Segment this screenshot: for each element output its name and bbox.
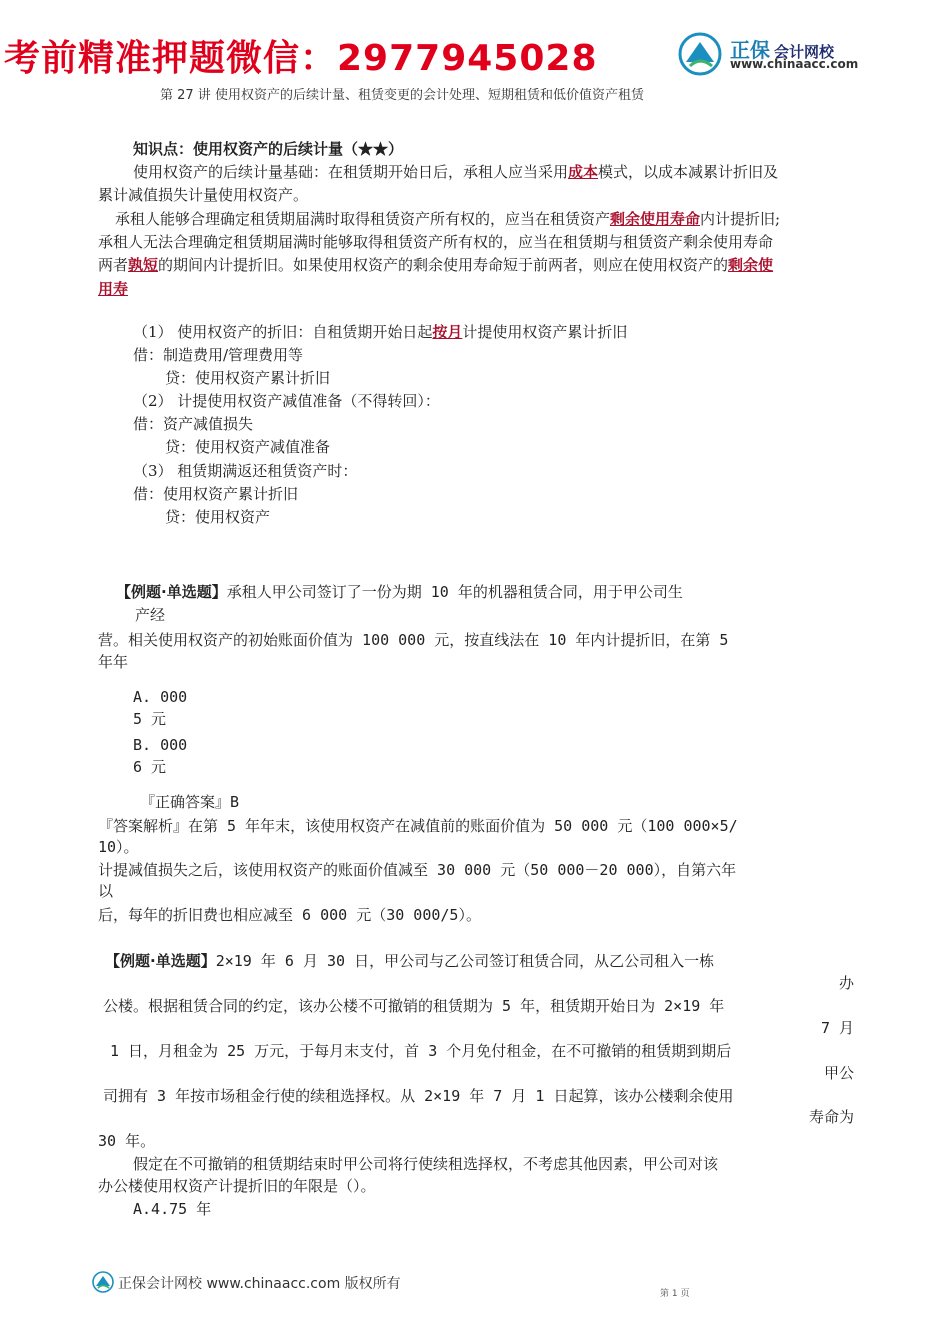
keyword-highlight: 剩余使 [728,256,774,274]
debit-line: 借：资产减值损失 [133,415,254,433]
page-title: 第 27 讲 使用权资产的后续计量、租赁变更的会计处理、短期租赁和低价值资产租赁 [160,88,644,103]
option-a[interactable]: A. 000 [133,688,188,706]
keyword-highlight: 剩余使用寿命 [610,210,701,228]
brand-logo-icon [678,32,722,76]
option-b[interactable]: B. 000 [133,736,188,754]
example-tag: 【例题·单选题】 [105,952,216,970]
example-question: 30 年。 [98,1132,156,1150]
example-question: 甲公 [823,1064,854,1082]
example-question: 【例题·单选题】承租人甲公司签订了一份为期 10 年的机器租赁合同，用于甲公司生 [116,583,683,601]
promo-banner: 考前精准押题微信：2977945028 [4,38,598,79]
answer-analysis: 计提减值损失之后，该使用权资产的账面价值减至 30 000 元（50 000－20 000），自第六年 [98,861,737,879]
brand-logo[interactable] [678,30,878,80]
example-question: 办公楼使用权资产计提折旧的年限是（）。 [98,1177,376,1195]
example-tag: 【例题·单选题】 [116,583,227,601]
answer-analysis: 以 [98,882,114,900]
page-number: 第 1 页 [660,1289,690,1299]
credit-line: 贷：使用权资产减值准备 [165,438,331,456]
paragraph-line: 累计减值损失计量使用权资产。 [98,186,309,204]
paragraph-line: 承租人无法合理确定租赁期届满时能够取得租赁资产所有权的，应当在租赁期与租赁资产剩余使用寿命 [98,233,774,251]
entry-heading: （1） 使用权资产的折旧：自租赁期开始日起按月计提使用权资产累计折旧 [133,323,628,341]
example-question: 【例题·单选题】2×19 年 6 月 30 日，甲公司与乙公司签订租赁合同，从乙公司租入一栋 [105,952,715,970]
paragraph-line: 承租人能够合理确定租赁期届满时取得租赁资产所有权的，应当在租赁资产剩余使用寿命内计提折旧; [115,210,781,228]
paragraph-line: 使用权资产的后续计量基础：在租赁期开始日后，承租人应当采用成本模式，以成本减累计折旧及 [133,163,779,181]
keyword-highlight: 按月 [432,323,463,341]
example-question: 1 日，月租金为 25 万元，于每月末支付，首 3 个月免付租金，在不可撤销的租赁期到期后 [110,1042,732,1060]
example-question: 7 月 [820,1019,854,1037]
debit-line: 借：使用权资产累计折旧 [133,485,299,503]
debit-line: 借：制造费用/管理费用等 [133,346,304,364]
brand-url: www.chinaacc.com [730,57,859,71]
example-question: 年年 [98,653,129,671]
entry-heading: （3） 租赁期满返还租赁资产时： [133,462,358,480]
keyword-highlight: 用寿 [98,280,129,298]
option-a[interactable]: 5 元 [133,710,167,728]
brand-name: 正保 会计网校 [730,38,835,62]
entry-heading: （2） 计提使用权资产减值准备（不得转回）： [133,392,440,410]
option-a[interactable]: A.4.75 年 [133,1200,212,1218]
footer-copyright: 正保会计网校 www.chinaacc.com 版权所有 [118,1276,401,1292]
paragraph-line: 两者孰短的期间内计提折旧。如果使用权资产的剩余使用寿命短于前两者，则应在使用权资产的剩余使 [98,256,774,274]
keyword-highlight: 孰短 [128,256,159,274]
example-question: 产经 [135,606,166,624]
example-question: 营。相关使用权资产的初始账面价值为 100 000 元，按直线法在 10 年内计提折旧，在第 5 [98,631,729,649]
footer-logo-icon [92,1271,114,1293]
credit-line: 贷：使用权资产 [165,508,271,526]
correct-answer: 『正确答案』B [140,793,240,811]
paragraph-line [98,278,128,301]
answer-analysis: 后，每年的折旧费也相应减至 6 000 元（30 000/5）。 [98,906,481,924]
keyword-highlight: 成本 [568,163,599,181]
credit-line: 贷：使用权资产累计折旧 [165,369,331,387]
example-question: 公楼。根据租赁合同的约定，该办公楼不可撤销的租赁期为 5 年，租赁期开始日为 2×19 年 [103,997,725,1015]
example-question: 假定在不可撤销的租赁期结束时甲公司将行使续租选择权，不考虑其他因素，甲公司对该 [133,1155,719,1173]
example-question: 司拥有 3 年按市场租金行使的续租选择权。从 2×19 年 7 月 1 日起算，该办公楼剩余使用 [103,1087,734,1105]
section-heading: 知识点：使用权资产的后续计量（★★） [133,140,404,158]
answer-analysis: 『答案解析』在第 5 年年末，该使用权资产在减值前的账面价值为 50 000 元（100 000×5/ [98,817,738,835]
answer-analysis: 10）。 [98,838,139,856]
example-question: 办 [838,974,854,992]
example-question: 寿命为 [808,1108,854,1126]
option-b[interactable]: 6 元 [133,758,167,776]
